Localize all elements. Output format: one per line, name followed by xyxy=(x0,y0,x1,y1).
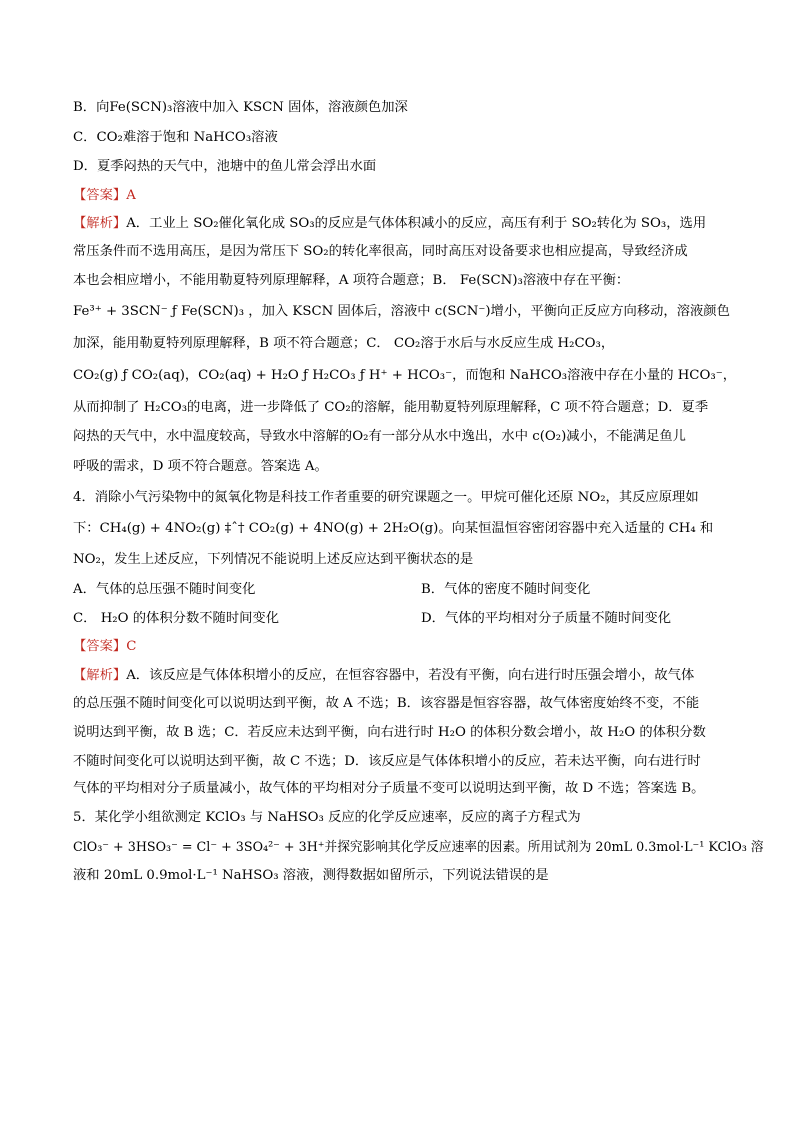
q3-option-d: D．夏季闷热的天气中，池塘中的鱼儿常会浮出水面 xyxy=(73,159,377,174)
q3-answer xyxy=(73,186,136,206)
q3-option-b: B．向Fe(SCN)₃溶液中加入 KSCN 固体，溶液颜色加深 xyxy=(73,100,408,115)
q3-option-c: C．CO₂难溶于饱和 NaHCO₃溶液 xyxy=(73,130,278,145)
q3-analysis-line: 常压条件而不选用高压，是因为常压下 SO₂的转化率很高，同时高压对设备要求也相应提高，导致经济成 xyxy=(73,244,688,259)
q4-stem-line: 下：CH₄(g) + 4NO₂(g) ‡ˆ† CO₂(g) + 4NO(g) + 2H₂O(g)。向某恒温恒容密闭容器中充入适量的 CH₄ 和 xyxy=(73,521,714,536)
answer-value: C xyxy=(126,639,137,654)
q3-analysis-line: Fe³⁺ + 3SCN⁻ ƒ Fe(SCN)₃ ，加入 KSCN 固体后，溶液中 c(SCN⁻)增小，平衡向正反应方向移动，溶液颜色 xyxy=(73,304,730,319)
q4-option-b: B．气体的密度不随时间变化 xyxy=(421,582,591,597)
analysis-text: A．工业上 SO₂催化氧化成 SO₃的反应是气体体积减小的反应，高压有利于 SO₂转化为 SO₃，选用 xyxy=(126,216,707,231)
q3-analysis-line: 从而抑制了 H₂CO₃的电离，进一步降低了 CO₂的溶解，能用勒夏特列原理解释，C 项不符合题意；D．夏季 xyxy=(73,400,709,415)
q5-stem-line: ClO₃⁻ + 3HSO₃⁻ = Cl⁻ + 3SO₄²⁻ + 3H⁺并探究影响其化学反应速率的因素。所用试剂为 20mL 0.3mol·L⁻¹ KClO₃ 溶 xyxy=(73,840,764,855)
q5-stem-line: 5．某化学小组欲测定 KClO₃ 与 NaHSO₃ 反应的化学反应速率，反应的离子方程式为 xyxy=(73,810,581,825)
q4-option-a: A．气体的总压强不随时间变化 xyxy=(73,582,256,597)
q3-analysis-line: CO₂(g) ƒ CO₂(aq)，CO₂(aq) + H₂O ƒ H₂CO₃ ƒ H⁺ + HCO₃⁻，而饱和 NaHCO₃溶液中存在小量的 HCO₃⁻， xyxy=(73,368,737,383)
q3-analysis-line xyxy=(73,214,706,234)
answer-tag: 【答案】 xyxy=(73,639,127,654)
q4-options-row-2 xyxy=(73,609,672,629)
q4-analysis-line: 气体的平均相对分子质量减小，故气体的平均相对分子质量不变可以说明达到平衡，故 D 不选；答案选 B。 xyxy=(73,781,705,796)
q4-option-c: C． H₂O 的体积分数不随时间变化 xyxy=(73,611,280,626)
q4-analysis-line: 不随时间变化可以说明达到平衡，故 C 不选；D．该反应是气体体积增小的反应，若未达平衡，向右进行时 xyxy=(73,754,701,769)
q4-analysis-line: 的总压强不随时间变化可以说明达到平衡，故 A 不选；B．该容器是恒容容器，故气体密度始终不变，不能 xyxy=(73,696,700,711)
q3-analysis-line: 呼吸的需求，D 项不符合题意。答案选 A。 xyxy=(73,459,328,474)
analysis-tag: 【解析】 xyxy=(73,216,127,231)
q5-stem-line: 液和 20mL 0.9mol·L⁻¹ NaHSO₃ 溶液，测得数据如留所示，下列说法错误的是 xyxy=(73,868,549,883)
q3-analysis-line: 加深，能用勒夏特列原理解释，B 项不符合题意；C． CO₂溶于水后与水反应生成 H₂CO₃， xyxy=(73,336,615,351)
q4-analysis-line: 说明达到平衡，故 B 选；C．若反应未达到平衡，向右进行时 H₂O 的体积分数会增小，故 H₂O 的体积分数 xyxy=(73,725,706,740)
q4-analysis-line xyxy=(73,666,694,686)
analysis-tag: 【解析】 xyxy=(73,668,127,683)
q4-stem-line: 4．消除小气污染物中的氮氧化物是科技工作者重要的研究课题之一。甲烷可催化还原 NO₂，其反应原理如 xyxy=(73,490,699,505)
answer-value: A xyxy=(126,188,136,203)
q4-options-row-1 xyxy=(73,580,591,600)
q3-analysis-line: 闷热的天气中，水中温度较高，导致水中溶解的O₂有一部分从水中逸出，水中 c(O₂)减小，不能满足鱼儿 xyxy=(73,429,686,444)
q4-stem-line: NO₂，发生上述反应，下列情况不能说明上述反应达到平衡状态的是 xyxy=(73,552,474,567)
analysis-text: A．该反应是气体体积增小的反应，在恒容容器中，若没有平衡，向右进行时压强会增小，故气体 xyxy=(126,668,695,683)
q4-option-d: D．气体的平均相对分子质量不随时间变化 xyxy=(421,611,672,626)
q3-analysis-line: 本也会相应增小，不能用勒夏特列原理解释，A 项符合题意；B． Fe(SCN)₃溶液中存在平衡： xyxy=(73,273,630,288)
q4-answer xyxy=(73,637,136,657)
answer-tag: 【答案】 xyxy=(73,188,127,203)
